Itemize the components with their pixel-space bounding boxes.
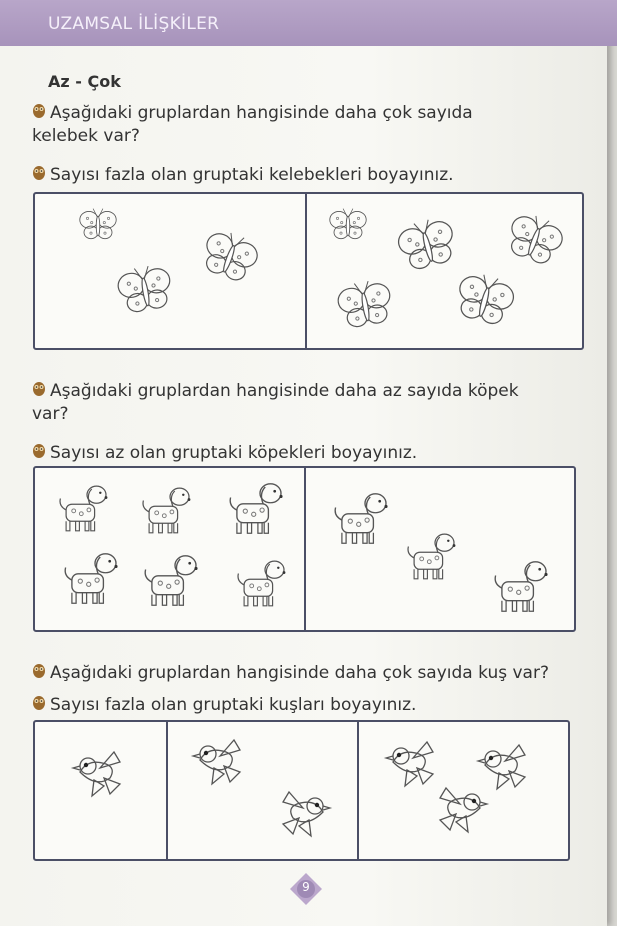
question-1-line-1: Aşağıdaki gruplardan hangisinde daha çok sayıda bbox=[50, 103, 473, 123]
butterfly-icon bbox=[453, 270, 517, 328]
dog-icon bbox=[408, 534, 455, 579]
question-6 bbox=[32, 694, 416, 717]
bird-icon bbox=[386, 742, 433, 786]
bird-icon bbox=[73, 752, 120, 796]
bird-illustrations bbox=[35, 722, 566, 857]
butterfly-illustrations bbox=[35, 194, 580, 346]
butterfly-icon bbox=[395, 215, 459, 273]
butterfly-icon bbox=[198, 226, 262, 284]
dog-illustrations bbox=[35, 468, 572, 628]
dog-icon bbox=[230, 484, 282, 533]
question-5-text: Aşağıdaki gruplardan hangisinde daha çok sayıda kuş var? bbox=[50, 663, 549, 683]
butterfly-icon bbox=[336, 278, 395, 329]
question-2 bbox=[32, 164, 454, 187]
question-3-line-2: var? bbox=[32, 404, 69, 424]
question-3-line-1: Aşağıdaki gruplardan hangisinde daha az sayıda köpek bbox=[50, 381, 519, 401]
dog-icon bbox=[335, 494, 387, 543]
butterfly-icon bbox=[503, 209, 567, 267]
bird-icon bbox=[193, 740, 240, 784]
dog-icon bbox=[143, 488, 190, 533]
dog-icon bbox=[145, 556, 197, 605]
butterfly-icon bbox=[80, 209, 116, 239]
dog-icon bbox=[238, 561, 285, 606]
bird-icon bbox=[478, 745, 525, 789]
bird-icon bbox=[440, 788, 487, 832]
bird-icon bbox=[283, 792, 330, 836]
question-1-line-2: kelebek var? bbox=[32, 126, 140, 146]
dog-icon bbox=[65, 554, 117, 603]
dog-icon bbox=[495, 562, 547, 611]
butterfly-icon bbox=[330, 209, 366, 239]
header-title: UZAMSAL İLİŞKİLER bbox=[48, 14, 220, 34]
butterfly-icon bbox=[116, 263, 175, 314]
question-4 bbox=[32, 442, 417, 465]
dog-icon bbox=[60, 486, 107, 531]
page-header bbox=[0, 0, 617, 46]
question-6-text: Sayısı fazla olan gruptaki kuşları boyayınız. bbox=[50, 695, 417, 715]
question-2-text: Sayısı fazla olan gruptaki kelebekleri boyayınız. bbox=[50, 165, 454, 185]
question-3 bbox=[32, 380, 519, 426]
question-1 bbox=[32, 102, 473, 148]
page-number: 9 bbox=[302, 880, 310, 894]
section-subtitle: Az - Çok bbox=[48, 72, 121, 91]
question-5 bbox=[32, 662, 549, 685]
question-4-text: Sayısı az olan gruptaki köpekleri boyayınız. bbox=[50, 443, 418, 463]
